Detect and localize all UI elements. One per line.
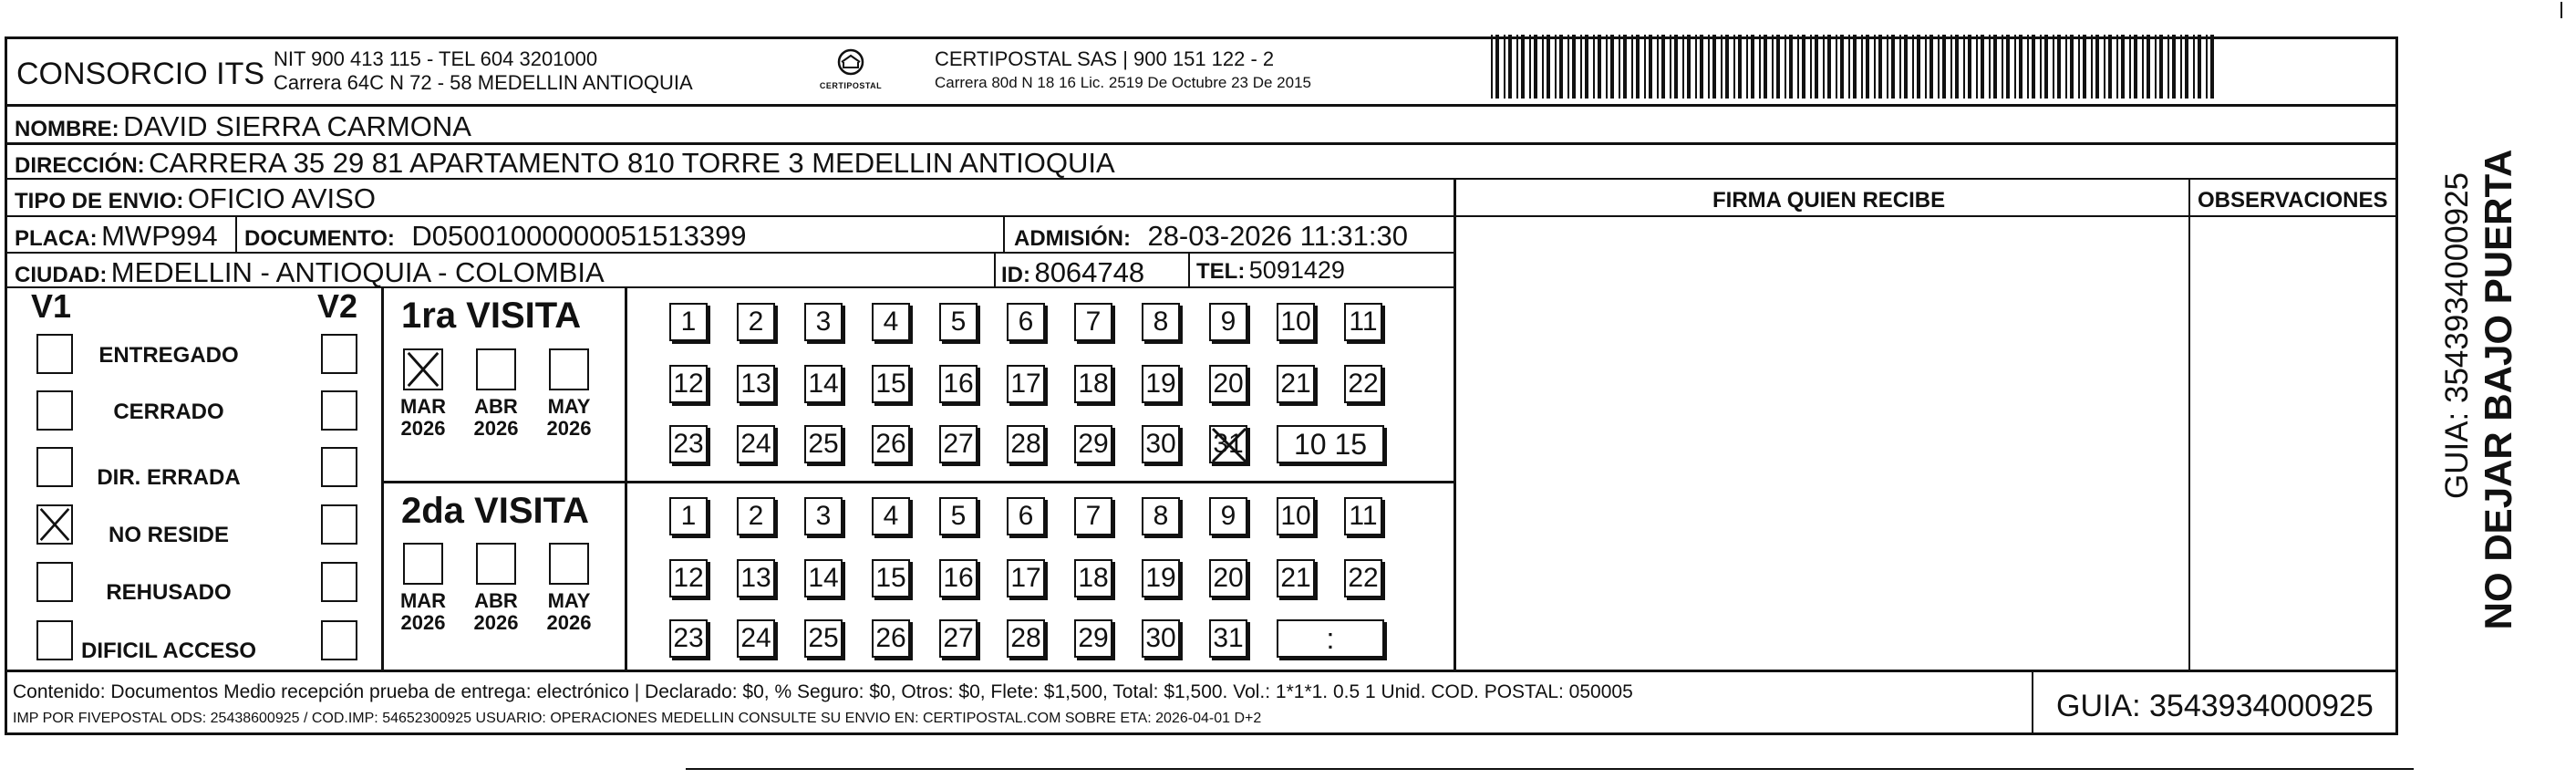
visit2-day-cell bbox=[1074, 619, 1112, 658]
visit2-month-label: MAY bbox=[547, 589, 591, 612]
visit1-day-cell bbox=[1007, 303, 1045, 341]
visit2-day-cell bbox=[872, 619, 910, 658]
admision-row bbox=[1014, 222, 1408, 250]
visit2-day-number: 19 bbox=[1145, 563, 1176, 593]
visit2-month-checkbox bbox=[549, 543, 589, 585]
visit2-day-cell bbox=[1074, 559, 1112, 597]
visit2-day-number: 15 bbox=[875, 563, 906, 593]
nombre-row bbox=[15, 112, 471, 140]
visit1-day-cell bbox=[737, 425, 775, 463]
visit1-time-box bbox=[1277, 425, 1384, 463]
direccion-row bbox=[15, 149, 1115, 177]
visit2-day-number: 23 bbox=[673, 623, 704, 653]
visit1-day-cell bbox=[669, 365, 708, 403]
side-guia-text: GUIA: 3543934000925 bbox=[2439, 171, 2475, 500]
visit1-day-number: 5 bbox=[950, 306, 967, 337]
visit1-month-checkbox bbox=[403, 348, 443, 390]
visit2-time-box bbox=[1277, 619, 1384, 658]
visit1-day-number: 13 bbox=[740, 369, 771, 399]
visit2-year-label: 2026 bbox=[473, 611, 519, 634]
visit1-month-label: MAY bbox=[547, 395, 591, 418]
scan-mark bbox=[686, 768, 2414, 770]
visit2-day-cell bbox=[1209, 619, 1247, 658]
visit1-day-cell bbox=[804, 303, 843, 341]
visit1-day-number: 14 bbox=[808, 369, 839, 399]
visit1-day-cell bbox=[872, 425, 910, 463]
visit2-day-cell bbox=[1277, 559, 1315, 597]
visit1-month-label: ABR bbox=[474, 395, 518, 418]
visit2-year-label: 2026 bbox=[400, 611, 446, 634]
visit1-day-number: 2 bbox=[748, 306, 764, 337]
visit1-day-cell bbox=[1209, 303, 1247, 341]
rule bbox=[1454, 178, 1456, 670]
status-label: DIFICIL ACCESO bbox=[80, 639, 256, 663]
visit1-day-cell bbox=[669, 425, 708, 463]
rule bbox=[5, 215, 1456, 217]
visit1-month-checkbox bbox=[476, 348, 516, 390]
visit2-day-number: 11 bbox=[1349, 501, 1378, 531]
rule bbox=[5, 104, 2398, 107]
visit1-day-cell bbox=[1277, 303, 1315, 341]
visit2-day-cell bbox=[939, 619, 978, 658]
visit1-day-number: 8 bbox=[1153, 306, 1169, 337]
visit1-day-number: 19 bbox=[1145, 369, 1176, 399]
direccion-label: DIRECCIÓN: bbox=[15, 153, 145, 178]
visit1-day-number: 23 bbox=[673, 429, 704, 459]
visit1-year-label: 2026 bbox=[546, 417, 592, 440]
visit2-day-cell bbox=[737, 497, 775, 535]
company-nit-tel: NIT 900 413 115 - TEL 604 3201000 bbox=[274, 47, 598, 70]
company-address: Carrera 64C N 72 - 58 MEDELLIN ANTIOQUIA bbox=[274, 71, 693, 94]
visit2-day-number: 22 bbox=[1348, 563, 1379, 593]
visit2-day-number: 12 bbox=[673, 563, 704, 593]
certipostal-logo-icon bbox=[831, 47, 871, 78]
visit1-day-cell bbox=[872, 303, 910, 341]
visit1-month-checkbox bbox=[549, 348, 589, 390]
visit2-day-cell bbox=[1209, 497, 1247, 535]
visit1-day-number: 12 bbox=[673, 369, 704, 399]
visit1-day-number: 18 bbox=[1078, 369, 1109, 399]
x-mark-icon bbox=[1209, 425, 1249, 465]
visit2-day-number: 20 bbox=[1213, 563, 1244, 593]
visit2-day-cell bbox=[669, 559, 708, 597]
visit2-day-cell bbox=[1344, 559, 1382, 597]
status-v2-checkbox bbox=[321, 334, 357, 374]
visit2-day-number: 3 bbox=[815, 501, 832, 531]
visit1-day-cell bbox=[669, 303, 708, 341]
visit2-day-cell bbox=[737, 559, 775, 597]
visit2-month-checkbox bbox=[476, 543, 516, 585]
placa-label: PLACA: bbox=[15, 226, 98, 251]
visit1-day-cell bbox=[737, 303, 775, 341]
status-label: REHUSADO bbox=[106, 580, 232, 605]
visit2-day-cell bbox=[1142, 619, 1180, 658]
visit2-day-cell bbox=[1007, 559, 1045, 597]
visit1-day-number: 6 bbox=[1018, 306, 1034, 337]
visit1-day-number: 21 bbox=[1280, 369, 1311, 399]
visit1-day-number: 1 bbox=[680, 306, 697, 337]
visit1-day-cell bbox=[1074, 425, 1112, 463]
visit2-month-checkbox bbox=[403, 543, 443, 585]
visit2-month-label: ABR bbox=[474, 589, 518, 612]
certipostal-logo bbox=[810, 47, 892, 99]
id-label: ID: bbox=[1001, 263, 1030, 287]
observaciones-label: OBSERVACIONES bbox=[2198, 188, 2388, 213]
visit1-time-value: 10 15 bbox=[1293, 427, 1368, 461]
nombre-label: NOMBRE: bbox=[15, 117, 119, 141]
visit1-day-cell bbox=[939, 365, 978, 403]
visit2-day-cell bbox=[1007, 619, 1045, 658]
rule bbox=[1003, 215, 1005, 252]
tipo-envio-label: TIPO DE ENVIO: bbox=[15, 189, 184, 213]
visit1-day-cell bbox=[1209, 365, 1247, 403]
visit2-day-cell bbox=[1142, 497, 1180, 535]
visit2-title: 2da VISITA bbox=[401, 491, 589, 531]
rule bbox=[5, 252, 1456, 254]
visit2-day-cell bbox=[737, 619, 775, 658]
visit1-day-number: 20 bbox=[1213, 369, 1244, 399]
status-v2-checkbox bbox=[321, 504, 357, 545]
admision-label: ADMISIÓN: bbox=[1014, 226, 1131, 251]
scan-mark bbox=[2560, 2, 2562, 18]
visit1-day-cell bbox=[804, 365, 843, 403]
visit1-day-number: 10 bbox=[1280, 306, 1311, 337]
documento-row bbox=[244, 222, 747, 250]
visit2-day-cell bbox=[872, 559, 910, 597]
tel-value: 5091429 bbox=[1248, 256, 1345, 284]
visit2-day-cell bbox=[872, 497, 910, 535]
rule bbox=[2188, 178, 2190, 670]
visit2-day-number: 13 bbox=[740, 563, 771, 593]
company-name: CONSORCIO ITS bbox=[16, 57, 265, 91]
visit2-day-number: 4 bbox=[883, 501, 899, 531]
visit1-day-number: 3 bbox=[815, 306, 832, 337]
visit2-day-cell bbox=[1074, 497, 1112, 535]
visit1-day-cell bbox=[1074, 303, 1112, 341]
visit1-day-number: 16 bbox=[943, 369, 974, 399]
visit2-day-number: 29 bbox=[1078, 623, 1109, 653]
visit2-day-number: 5 bbox=[950, 501, 967, 531]
firma-label: FIRMA QUIEN RECIBE bbox=[1712, 188, 1946, 213]
visit1-day-cell bbox=[872, 365, 910, 403]
visit1-day-cell bbox=[939, 425, 978, 463]
id-value: 8064748 bbox=[1034, 256, 1145, 288]
admision-value: 28-03-2026 11:31:30 bbox=[1147, 220, 1409, 252]
rule bbox=[5, 142, 2398, 145]
visit2-day-number: 26 bbox=[875, 623, 906, 653]
v1-label: V1 bbox=[31, 287, 72, 325]
placa-value: MWP994 bbox=[101, 220, 218, 252]
status-v2-checkbox bbox=[321, 562, 357, 602]
visit2-day-number: 10 bbox=[1280, 501, 1311, 531]
tel-row bbox=[1196, 258, 1345, 283]
visit1-day-cell bbox=[1142, 303, 1180, 341]
rule bbox=[235, 215, 237, 252]
ciudad-row bbox=[15, 258, 605, 286]
visit2-day-number: 6 bbox=[1018, 501, 1034, 531]
visit1-day-number: 26 bbox=[875, 429, 906, 459]
visit2-day-cell bbox=[804, 559, 843, 597]
visit2-day-number: 2 bbox=[748, 501, 764, 531]
visit1-day-cell bbox=[1344, 365, 1382, 403]
visit1-day-number: 27 bbox=[943, 429, 974, 459]
visit2-day-cell bbox=[1344, 497, 1382, 535]
visit1-day-number: 24 bbox=[740, 429, 771, 459]
tipo-envio-row bbox=[15, 184, 376, 213]
status-v2-checkbox bbox=[321, 447, 357, 487]
visit1-month-label: MAR bbox=[399, 395, 447, 418]
rule bbox=[381, 286, 384, 670]
visit1-title: 1ra VISITA bbox=[401, 296, 582, 336]
visit1-day-cell bbox=[1344, 303, 1382, 341]
visit2-day-cell bbox=[1277, 497, 1315, 535]
visit1-day-number: 25 bbox=[808, 429, 839, 459]
visit2-day-number: 28 bbox=[1010, 623, 1041, 653]
visit1-day-cell bbox=[804, 425, 843, 463]
id-row bbox=[1001, 258, 1144, 286]
tel-label: TEL: bbox=[1196, 259, 1246, 284]
visit1-day-number: 4 bbox=[883, 306, 899, 337]
visit1-day-number: 29 bbox=[1078, 429, 1109, 459]
status-label: CERRADO bbox=[113, 400, 224, 424]
rule bbox=[1454, 215, 2398, 217]
visit2-day-cell bbox=[1209, 559, 1247, 597]
visit2-day-number: 31 bbox=[1213, 623, 1244, 653]
status-label: ENTREGADO bbox=[98, 343, 239, 368]
visit2-time-value: : bbox=[1326, 621, 1335, 655]
rule bbox=[2032, 670, 2033, 735]
visit2-day-number: 30 bbox=[1145, 623, 1176, 653]
visit2-day-cell bbox=[1007, 497, 1045, 535]
direccion-value: CARRERA 35 29 81 APARTAMENTO 810 TORRE 3 MEDELLIN ANTIOQUIA bbox=[149, 147, 1115, 179]
status-label: DIR. ERRADA bbox=[97, 465, 241, 490]
visit2-day-number: 17 bbox=[1010, 563, 1041, 593]
rule bbox=[625, 286, 627, 670]
visit1-day-number: 9 bbox=[1220, 306, 1236, 337]
visit2-day-number: 7 bbox=[1085, 501, 1102, 531]
side-warning-text: NO DEJAR BAJO PUERTA bbox=[2477, 149, 2519, 630]
visit2-day-cell bbox=[939, 559, 978, 597]
visit2-day-number: 21 bbox=[1280, 563, 1311, 593]
visit2-day-number: 25 bbox=[808, 623, 839, 653]
rule bbox=[1188, 252, 1190, 286]
visit1-day-number: 31 bbox=[1213, 429, 1244, 459]
v2-label: V2 bbox=[317, 287, 358, 325]
footer-print-line: IMP POR FIVEPOSTAL ODS: 25438600925 / COD.IMP: 54652300925 USUARIO: OPERACIONES MEDELLIN CONSULTE SU ENVIO EN: CERTIPOSTAL.COM SOBRE ETA: 2026-04-01 D+2 bbox=[13, 711, 1262, 726]
visit2-day-number: 8 bbox=[1153, 501, 1169, 531]
visit1-day-number: 28 bbox=[1010, 429, 1041, 459]
visit2-day-number: 27 bbox=[943, 623, 974, 653]
documento-value: D05001000000051513399 bbox=[411, 220, 747, 252]
certipostal-address: Carrera 80d N 18 16 Lic. 2519 De Octubre 23 De 2015 bbox=[935, 74, 1311, 91]
documento-label: DOCUMENTO: bbox=[244, 226, 395, 251]
visit2-day-number: 9 bbox=[1220, 501, 1236, 531]
visit2-day-number: 1 bbox=[680, 501, 697, 531]
rule bbox=[381, 481, 1454, 483]
visit1-day-number: 17 bbox=[1010, 369, 1041, 399]
visit1-day-number: 15 bbox=[875, 369, 906, 399]
visit1-day-cell bbox=[1074, 365, 1112, 403]
certipostal-name: CERTIPOSTAL SAS | 900 151 122 - 2 bbox=[935, 47, 1275, 70]
visit1-day-cell bbox=[1209, 425, 1247, 463]
visit1-day-number: 7 bbox=[1085, 306, 1102, 337]
visit1-year-label: 2026 bbox=[473, 417, 519, 440]
visit2-day-number: 18 bbox=[1078, 563, 1109, 593]
visit1-day-cell bbox=[1007, 365, 1045, 403]
visit2-year-label: 2026 bbox=[546, 611, 592, 634]
status-v2-checkbox bbox=[321, 620, 357, 660]
visit2-day-cell bbox=[939, 497, 978, 535]
ciudad-label: CIUDAD: bbox=[15, 263, 108, 287]
visit2-day-cell bbox=[669, 619, 708, 658]
visit1-day-cell bbox=[1142, 425, 1180, 463]
x-mark-icon bbox=[405, 350, 441, 389]
rule bbox=[994, 252, 996, 286]
visit1-day-cell bbox=[1007, 425, 1045, 463]
rule bbox=[5, 670, 2398, 672]
visit1-year-label: 2026 bbox=[400, 417, 446, 440]
visit1-day-cell bbox=[939, 303, 978, 341]
visit2-day-number: 14 bbox=[808, 563, 839, 593]
visit1-day-cell bbox=[1277, 365, 1315, 403]
visit2-day-cell bbox=[804, 619, 843, 658]
visit1-day-number: 30 bbox=[1145, 429, 1176, 459]
status-label: NO RESIDE bbox=[108, 523, 230, 547]
visit2-day-number: 24 bbox=[740, 623, 771, 653]
status-v2-checkbox bbox=[321, 390, 357, 431]
visit1-day-number: 11 bbox=[1349, 306, 1378, 337]
tipo-envio-value: OFICIO AVISO bbox=[187, 182, 376, 214]
visit2-day-cell bbox=[669, 497, 708, 535]
visit2-day-number: 16 bbox=[943, 563, 974, 593]
certipostal-logo-text: CERTIPOSTAL bbox=[819, 81, 883, 90]
visit2-month-label: MAR bbox=[399, 589, 447, 612]
footer-content-line: Contenido: Documentos Medio recepción prueba de entrega: electrónico | Declarado: $0, % Seguro: $0, Otros: $0, Flete: $1,500, Total: $1,500. Vol.: 1*1*1. 0.5 1 Unid. COD. POSTAL: 050005 bbox=[13, 681, 1633, 702]
footer-guia: GUIA: 3543934000925 bbox=[2056, 689, 2374, 723]
nombre-value: DAVID SIERRA CARMONA bbox=[123, 110, 471, 142]
visit1-day-number: 22 bbox=[1348, 369, 1379, 399]
visit1-day-cell bbox=[1142, 365, 1180, 403]
visit2-day-cell bbox=[1142, 559, 1180, 597]
visit2-day-cell bbox=[804, 497, 843, 535]
ciudad-value: MEDELLIN - ANTIOQUIA - COLOMBIA bbox=[110, 256, 605, 288]
visit1-day-cell bbox=[737, 365, 775, 403]
placa-row bbox=[15, 222, 218, 250]
